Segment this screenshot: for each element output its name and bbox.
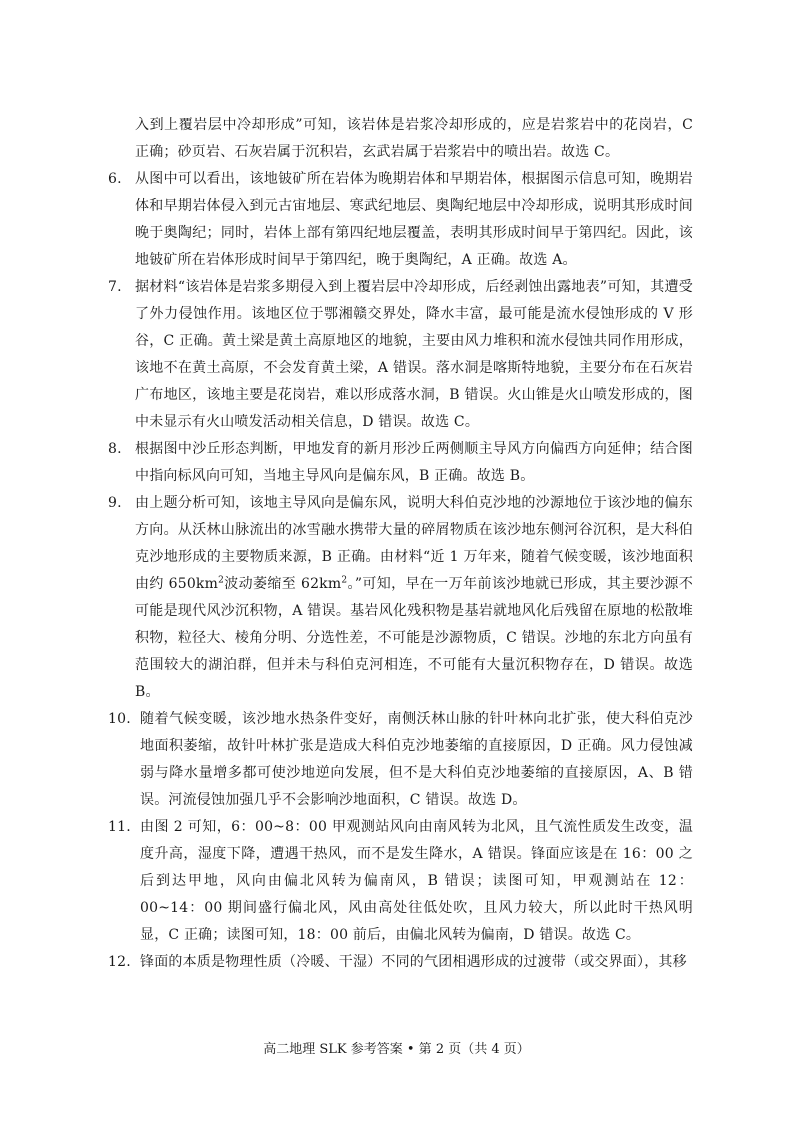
item-number: 7.: [108, 279, 122, 295]
item-number: 6.: [108, 171, 122, 187]
item-text-part-a: 由上题分析可知，该地主导风向是偏东风，说明大科伯克沙地的沙源地位于该沙地的偏东方向。从沃林山脉流出的冰雪融水携带大量的碎屑物质在该沙地东侧河谷沉积，是大科伯克沙地形成的主要物质来源，B 正确。由材料“近 1 万年来，随着气候变暖，该沙地面积由约 650km: [135, 495, 693, 592]
item-text-part-b: 波动萎缩至 62km: [224, 576, 342, 592]
continuation-paragraph: 入到上覆岩层中冷却形成”可知，该岩体是岩浆冷却形成的，应是岩浆岩中的花岗岩，C 正确；砂页岩、石灰岩属于沉积岩，玄武岩属于岩浆岩中的喷出岩。故选 C。: [135, 117, 693, 160]
item-text: 随着气候变暖，该沙地水热条件变好，南侧沃林山脉的针叶林向北扩张，使大科伯克沙地面积萎缩，故针叶林扩张是造成大科伯克沙地萎缩的直接原因，D 正确。风力侵蚀减弱与降水量增多都可使沙地逆向发展，但不是大科伯克沙地萎缩的直接原因，A、B 错误。河流侵蚀加强几乎不会影响沙地面积，C 错误。故选 D。: [140, 711, 693, 808]
answer-body: [108, 112, 693, 976]
page-footer: 高二地理 SLK 参考答案 • 第 2 页（共 4 页）: [263, 1042, 530, 1057]
item-number: 11.: [108, 819, 131, 835]
item-number: 9.: [108, 495, 122, 511]
item-number: 12.: [108, 954, 131, 970]
item-text: 由图 2 可知，6：00~8：00 甲观测站风向由南风转为北风，且气流性质发生改变，温度升高，湿度下降，遭遇干热风，而不是发生降水，A 错误。锋面应该是在 16：00 之后到达甲地，风向由偏北风转为偏南风，B 错误；读图可知，甲观测站在 12：00~14：00 期间盛行偏北风，风由高处往低处吹，且风力较大，所以此时干热风明显，C 正确；读图可知，18：00 前后，由偏北风转为偏南，D 错误。故选 C。: [140, 819, 693, 943]
answer-item-11: [108, 814, 693, 949]
item-number: 8.: [108, 441, 122, 457]
item-text: 据材料“该岩体是岩浆多期侵入到上覆岩层中冷却形成，后经剥蚀出露地表”可知，其遭受了外力侵蚀作用。该地区位于鄂湘赣交界处，降水丰富，最可能是流水侵蚀形成的 V 形谷，C 正确。黄土梁是黄土高原地区的地貌，主要由风力堆积和流水侵蚀共同作用形成，该地不在黄土高原，不会发育黄土梁，A 错误。落水洞是喀斯特地貌，主要分布在石灰岩广布地区，该地主要是花岗岩，难以形成落水洞，B 错误。火山锥是火山喷发形成的，图中未显示有火山喷发活动相关信息，D 错误。故选 C。: [135, 279, 693, 430]
answer-item-7: [108, 274, 693, 436]
item-text: 锋面的本质是物理性质（冷暖、干湿）不同的气团相遇形成的过渡带（或交界面），其移: [140, 954, 687, 970]
answer-item-9: [108, 490, 693, 706]
superscript: 2: [341, 575, 348, 586]
item-text: 从图中可以看出，该地铍矿所在岩体为晚期岩体和早期岩体，根据图示信息可知，晚期岩体和早期岩体侵入到元古宙地层、寒武纪地层、奥陶纪地层中冷却形成，说明其形成时间晚于奥陶纪；同时，岩体上部有第四纪地层覆盖，表明其形成时间早于第四纪。因此，该地铍矿所在岩体形成时间早于第四纪，晚于奥陶纪，A 正确。故选 A。: [135, 171, 693, 268]
item-text-part-c: 。”可知，早在一万年前该沙地就已形成，其主要沙源不可能是现代风沙沉积物，A 错误。基岩风化残积物是基岩就地风化后残留在原地的松散堆积物，粒径大、棱角分明、分选性差，不可能是沙源物质，C 错误。沙地的东北方向虽有范围较大的湖泊群，但并未与科伯克河相连，不可能有大量沉积物存在，D 错误。故选 B。: [135, 576, 694, 700]
answer-item-10: [108, 706, 693, 814]
answer-item-6: [108, 166, 693, 274]
superscript: 2: [218, 575, 225, 586]
item-number: 10.: [108, 711, 131, 727]
answer-item-8: [108, 436, 693, 490]
answer-item-12: [108, 949, 693, 976]
item-text: 根据图中沙丘形态判断，甲地发育的新月形沙丘两侧顺主导风方向偏西方向延伸；结合图中指向标风向可知，当地主导风向是偏东风，B 正确。故选 B。: [135, 441, 693, 484]
